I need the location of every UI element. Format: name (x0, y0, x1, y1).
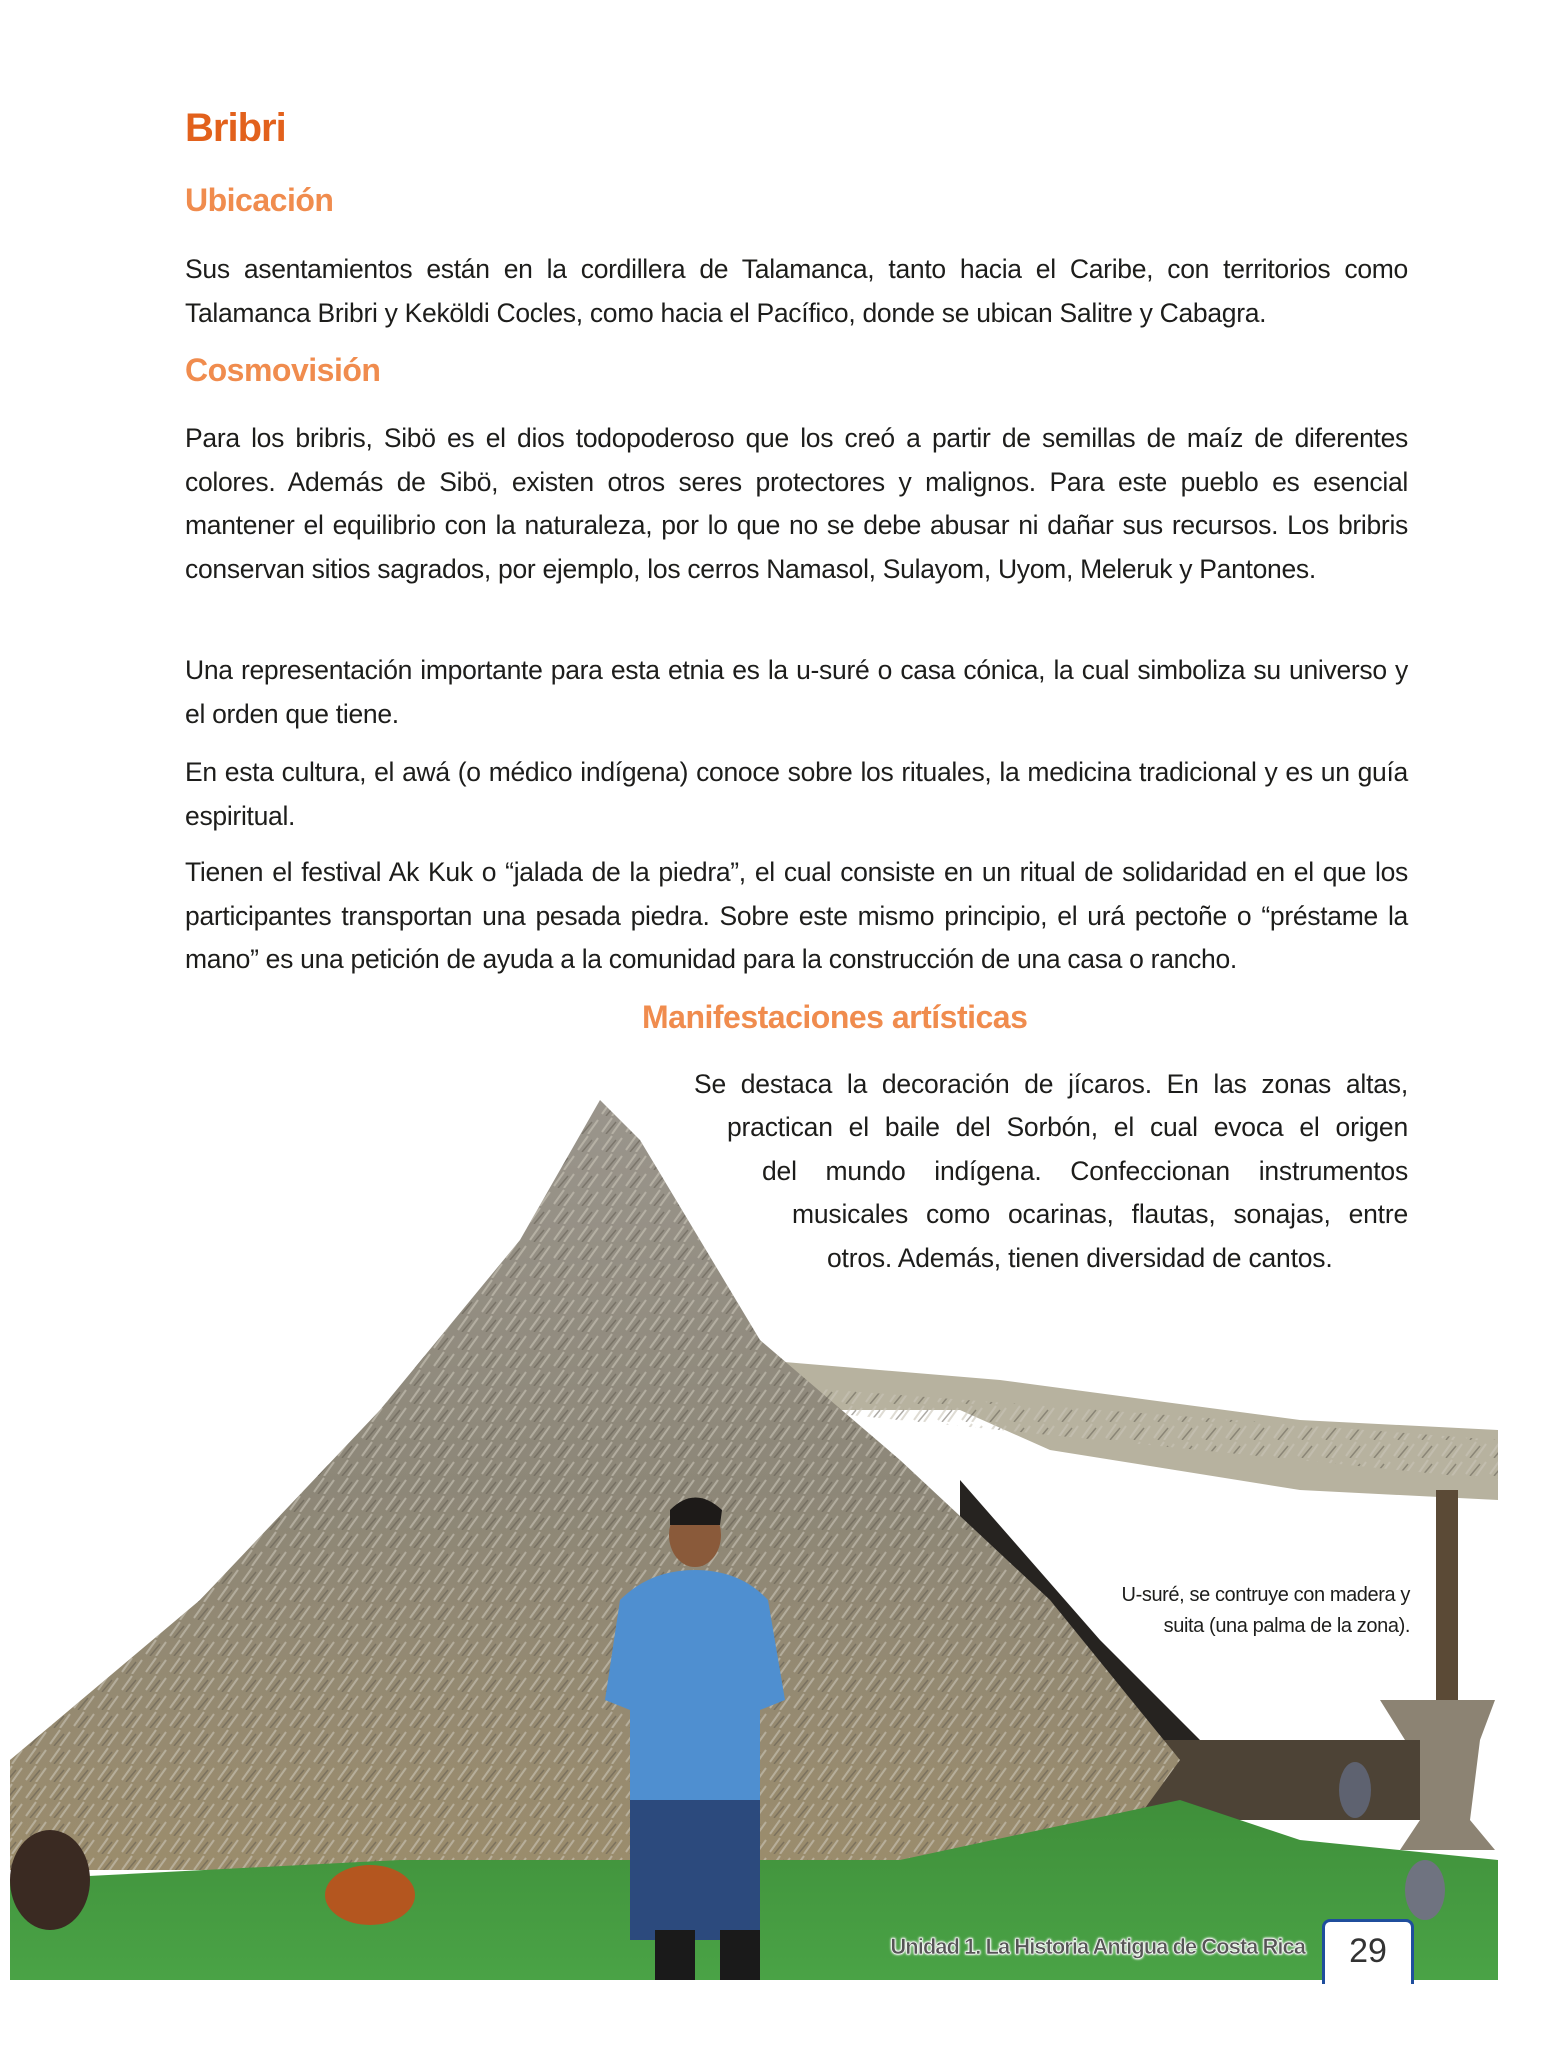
chicken (1339, 1762, 1371, 1818)
heading-cosmovision: Cosmovisión (185, 352, 381, 388)
chicken (10, 1830, 90, 1930)
page-title: Bribri (185, 106, 286, 150)
chicken (1405, 1860, 1445, 1920)
paragraph-ubicacion: Sus asentamientos están en la cordillera de Talamanca, tanto hacia el Caribe, con territorios como Talamanca Bribri y Keköldi Cocles, como hacia el Pacífico, donde se ubican Salitre y Cabagra. (185, 254, 1408, 328)
text-line: otros. Además, tienen diversidad de cantos. (827, 1243, 1333, 1273)
paragraph-cosmovision-2: Una representación importante para esta etnia es la u-suré o casa cónica, la cual simboliza su universo y el orden que tiene. (185, 655, 1408, 729)
paragraph-cosmovision-3: En esta cultura, el awá (o médico indígena) conoce sobre los rituales, la medicina tradicional y es un guía espiritual. (185, 757, 1408, 831)
footer-unit-title: Unidad 1. La Historia Antigua de Costa Rica (890, 1934, 1305, 1959)
page-number: 29 (1322, 1919, 1414, 1984)
paragraph-cosmovision-4: Tienen el festival Ak Kuk o “jalada de la piedra”, el cual consiste en un ritual de solidaridad en el que los participantes transportan una pesada piedra. Sobre este mismo principio, el urá pectoñe o “préstame la mano” es una petición de ayuda a la comunidad para la construcción de una casa o rancho. (185, 857, 1408, 974)
text-line: Se destaca la decoración de jícaros. En las zonas altas, (694, 1069, 1408, 1099)
text-line: musicales como ocarinas, flautas, sonajas, entre (792, 1199, 1408, 1229)
text-line: del mundo indígena. Confeccionan instrumentos (762, 1156, 1408, 1186)
heading-ubicacion: Ubicación (185, 182, 334, 218)
paragraph-cosmovision-1: Para los bribris, Sibö es el dios todopoderoso que los creó a partir de semillas de maíz de diferentes colores. Además de Sibö, existen otros seres protectores y malignos. Para este pueblo es esencial mantener el equilibrio con la naturaleza, por lo que no se debe abusar ni dañar sus recursos. Los bribris conservan sitios sagrados, por ejemplo, los cerros Namasol, Sulayom, Uyom, Meleruk y Pantones. (185, 423, 1408, 584)
text-line: practican el baile del Sorbón, el cual evoca el origen (727, 1112, 1408, 1142)
chicken (325, 1865, 415, 1925)
photo-caption: U-suré, se contruye con madera y suita (una palma de la zona). (1121, 1584, 1410, 1637)
heading-manifestaciones: Manifestaciones artísticas (642, 999, 1028, 1035)
